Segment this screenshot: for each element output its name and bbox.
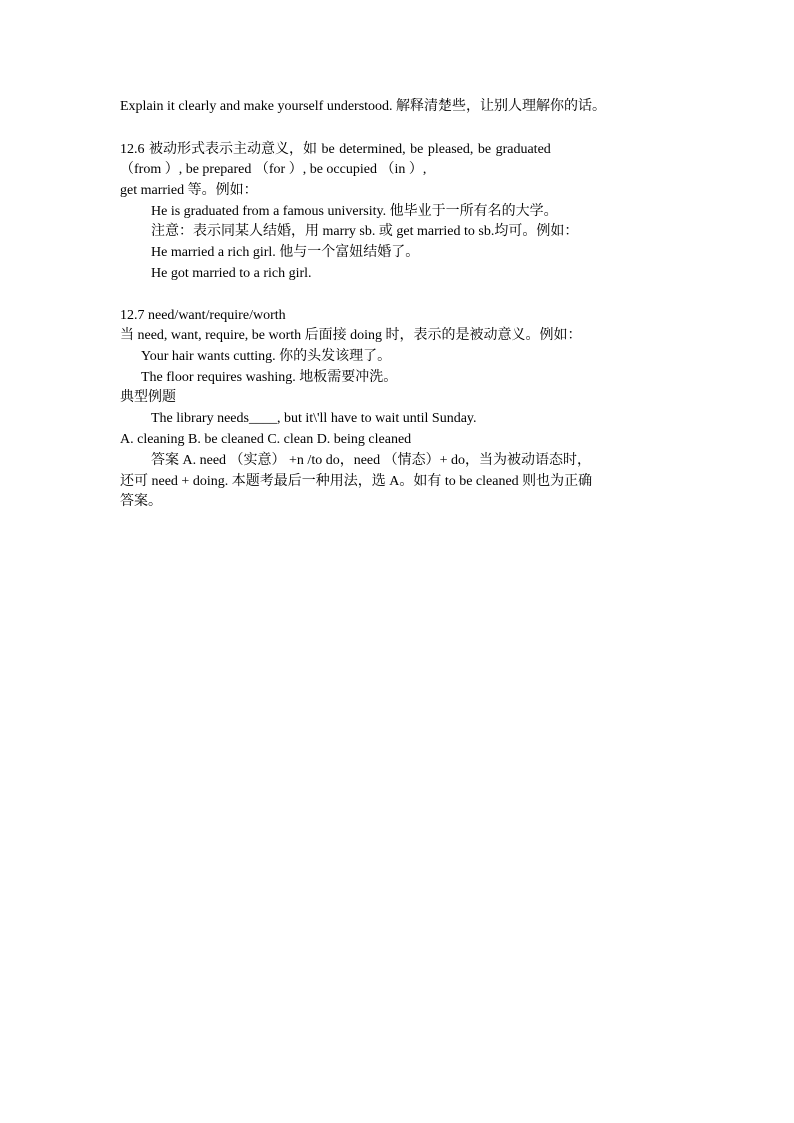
example-got-married: He got married to a rich girl. [151, 266, 312, 281]
note-marry: 注意：表示同某人结婚，用 marry sb. 或 get married to sb.均可。例如： [151, 224, 579, 239]
answer-options: A. cleaning B. be cleaned C. clean D. being cleaned [120, 432, 412, 447]
example-married: He married a rich girl. 他与一个富妞结婚了。 [151, 245, 420, 260]
section-12-6-continued: （from ）, be prepared （for ）, be occupied （in ）, [120, 162, 427, 177]
section-heading-12-7: 12.7 need/want/require/worth [120, 308, 286, 323]
section-heading-12-6: 12.6 被动形式表示主动意义，如 be determined, be pleased, be graduated [120, 142, 551, 157]
section-12-6-examples-intro: get married 等。例如： [120, 183, 258, 198]
answer-explanation-line3: 答案。 [120, 494, 162, 509]
example-graduated: He is graduated from a famous university. 他毕业于一所有名的大学。 [151, 204, 558, 219]
question-library: The library needs____, but it\'ll have to wait until Sunday. [151, 411, 477, 426]
answer-explanation-line1: 答案 A. need （实意） +n /to do，need （情态）+ do，当为被动语态时， [151, 453, 592, 468]
section-12-7-explanation: 当 need, want, require, be worth 后面接 doing 时，表示的是被动意义。例如： [120, 328, 582, 343]
example-floor: The floor requires washing. 地板需要冲洗。 [141, 370, 398, 385]
sentence-explain: Explain it clearly and make yourself understood. 解释清楚些，让别人理解你的话。 [120, 99, 607, 114]
typical-example-heading: 典型例题 [120, 390, 176, 405]
example-hair: Your hair wants cutting. 你的头发该理了。 [141, 349, 392, 364]
answer-explanation-line2: 还可 need + doing. 本题考最后一种用法，选 A。如有 to be cleaned 则也为正确 [120, 474, 593, 489]
